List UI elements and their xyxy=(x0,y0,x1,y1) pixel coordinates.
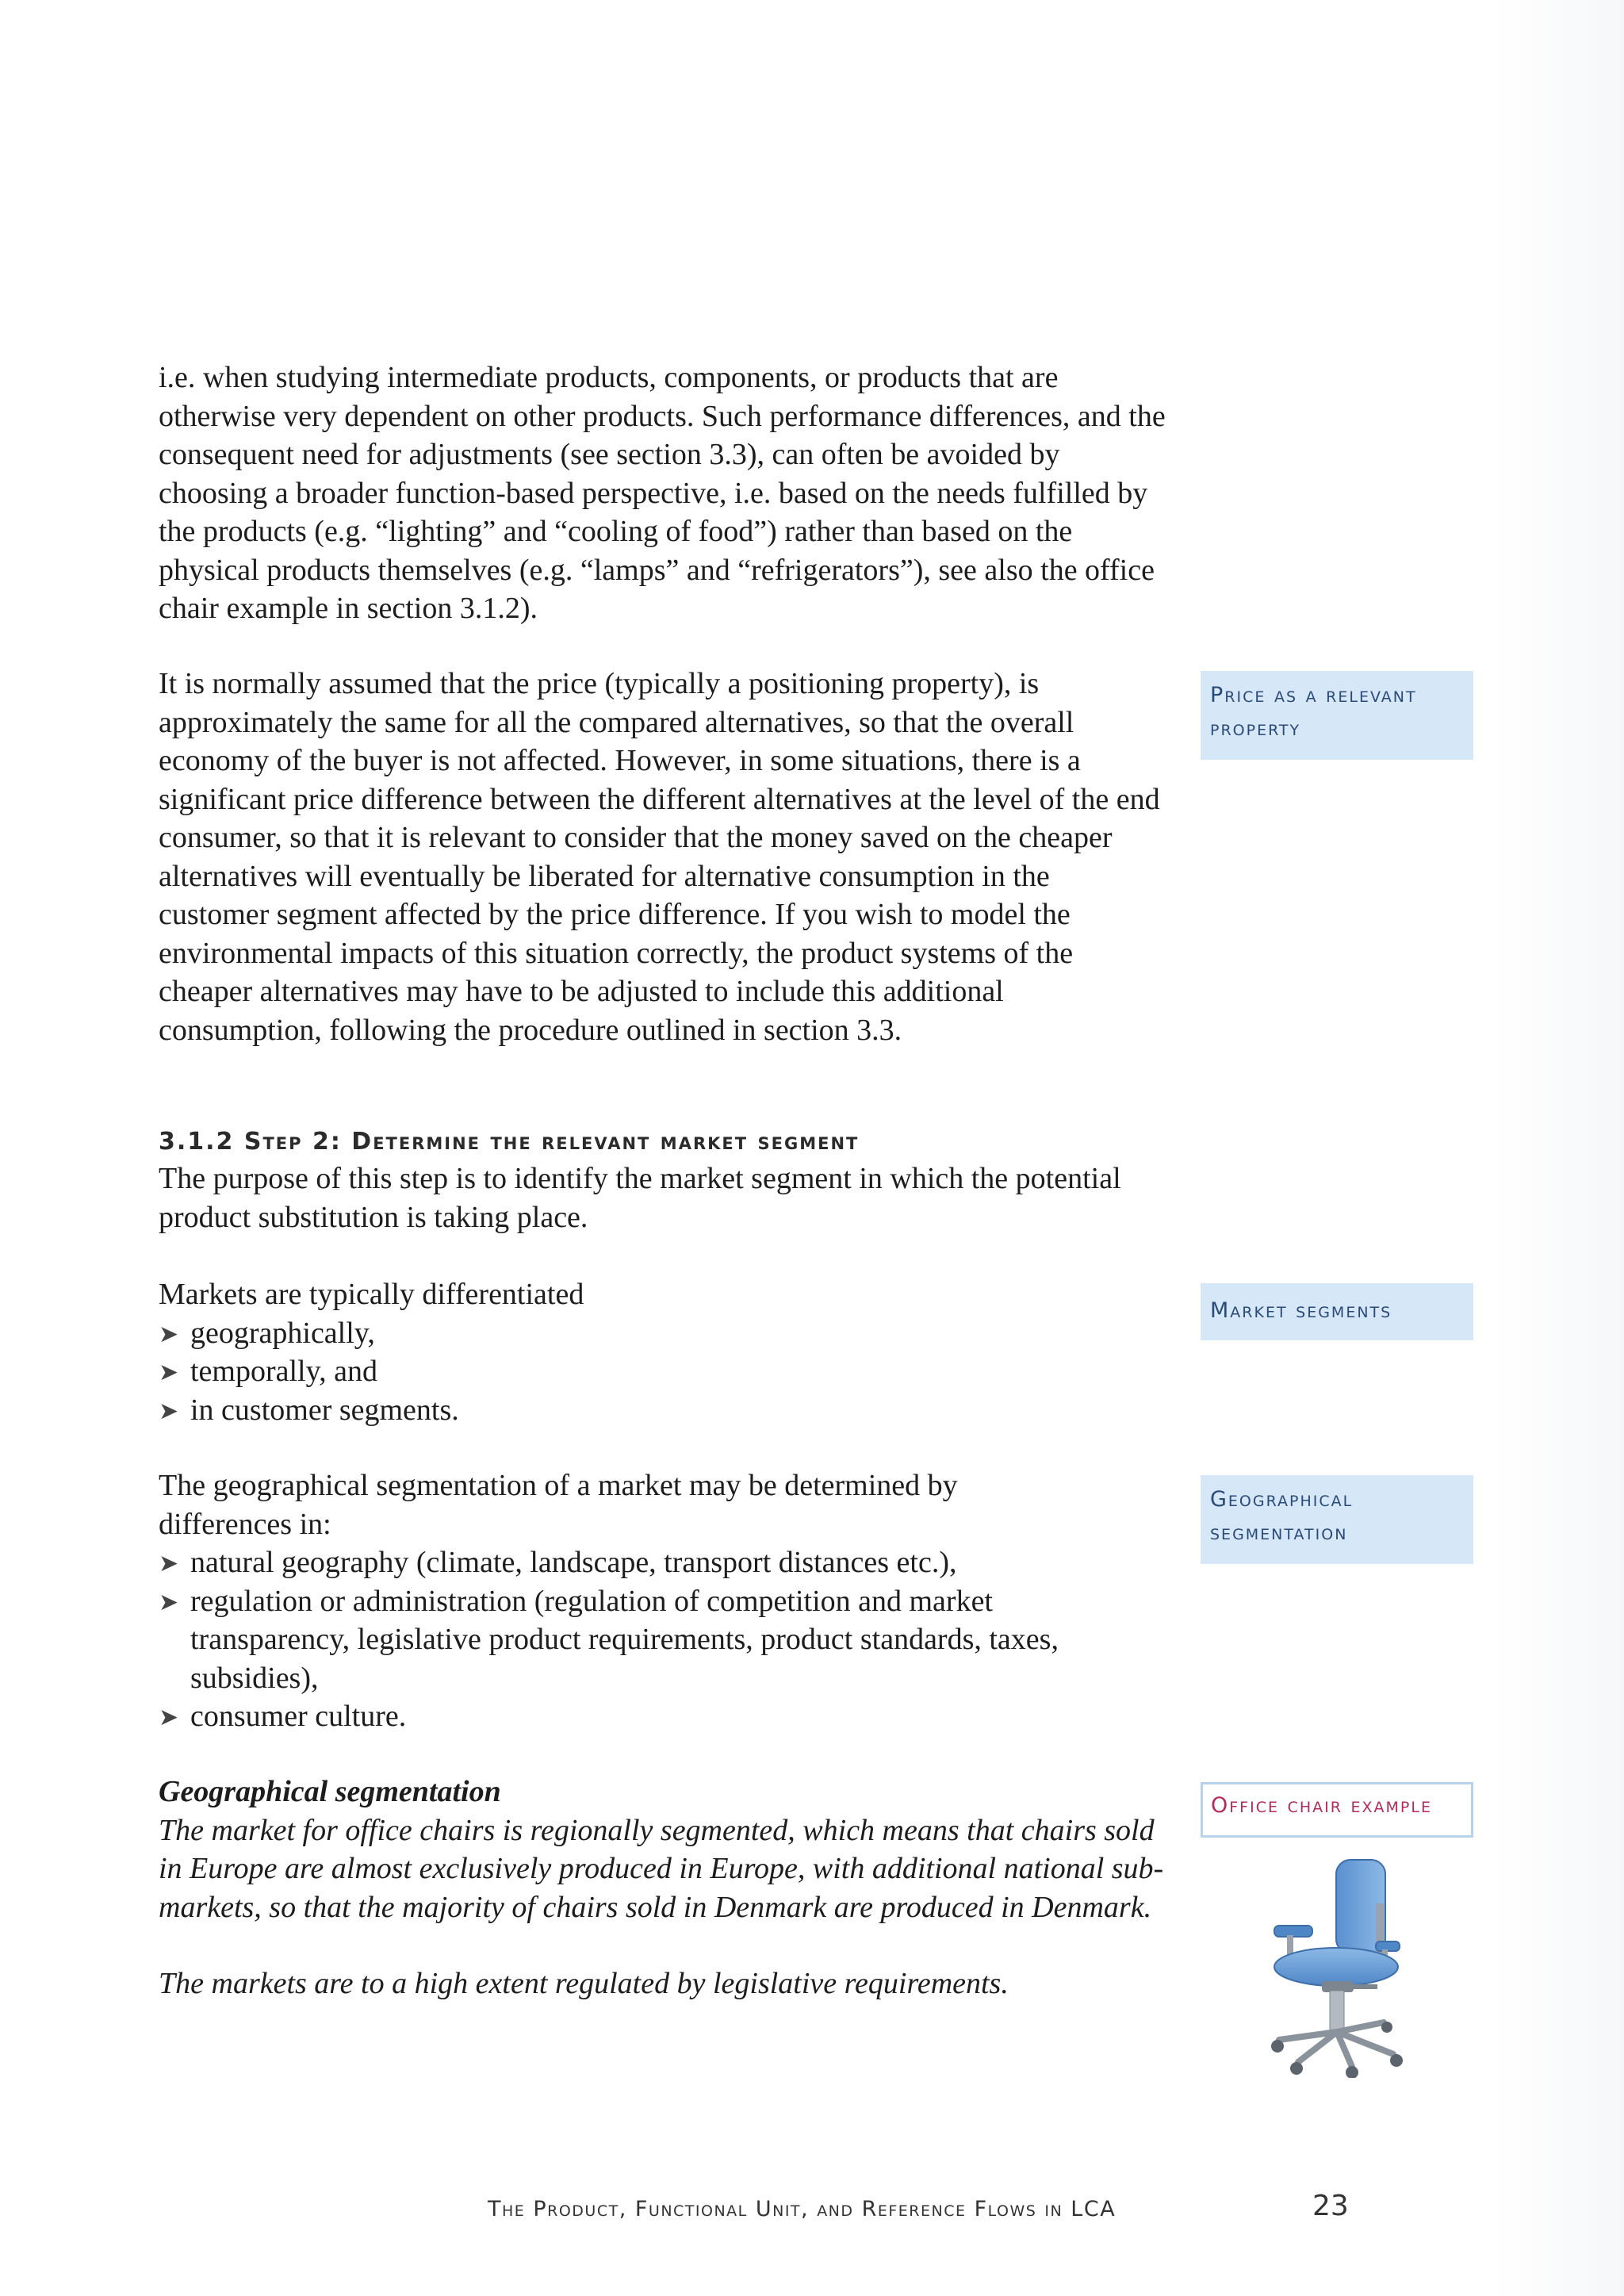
paragraph-intermediate-products: i.e. when studying intermediate products, components, or products that are otherwise very dependent on other products. Such performance differences, and the consequent need for adjustments (see section 3.3), can often be avoided by choosing a broader function-based perspective, i.e. based on the needs fulfilled by the products (e.g. “lighting” and “cooling of food”) rather than based on the physical products themselves (e.g. “lamps” and “refrigerators”), see also the office chair example in section 3.1.2). xyxy=(159,361,1166,625)
arrowhead-bullet-icon: ➤ xyxy=(159,1550,179,1577)
list-item: ➤ consumer culture. xyxy=(159,1697,1063,1736)
margin-note-market-segments: Market segments xyxy=(1201,1283,1473,1340)
margin-note-geographical-segmentation: Geographical segmentation xyxy=(1201,1475,1473,1564)
office-chair-illustration xyxy=(1257,1856,1415,2078)
page-number: 23 xyxy=(1312,2190,1349,2222)
market-differentiation-block xyxy=(159,1275,1166,1429)
list-item: ➤ geographically, xyxy=(159,1314,1166,1353)
list-item: ➤ in customer segments. xyxy=(159,1391,1166,1430)
example-paragraph-regulation: The markets are to a high extent regulated by legislative requirements. xyxy=(159,1967,1009,2000)
paragraph-markets-intro: Markets are typically differentiated xyxy=(159,1278,584,1311)
arrowhead-bullet-icon: ➤ xyxy=(159,1397,179,1424)
geographical-segmentation-block xyxy=(159,1466,1166,1736)
arrowhead-bullet-icon: ➤ xyxy=(159,1589,179,1616)
geographical-factors-list xyxy=(159,1543,1063,1736)
section-heading-3-1-2: 3.1.2 Step 2: Determine the relevant market segment xyxy=(159,1128,860,1156)
paragraph-price-difference: It is normally assumed that the price (typically a positioning property), is approximately the same for all the compared alternatives, so that the overall economy of the buyer is not affected. However, in some situations, there is a significant price difference between the different alternatives at the level of the end consumer, so that it is relevant to consider that the money saved on the cheaper alternatives will eventually be liberated for alternative consumption in the customer segment affected by the price difference. If you wish to model the environmental impacts of this situation correctly, the product systems of the cheaper alternatives may have to be adjusted to include this additional consumption, following the procedure outlined in section 3.3. xyxy=(159,667,1160,1047)
arrowhead-bullet-icon: ➤ xyxy=(159,1704,179,1731)
running-footer-title: The Product, Functional Unit, and Reference Flows in LCA xyxy=(488,2197,1116,2221)
example-paragraph-regional: The market for office chairs is regionally segmented, which means that chairs sold in Europe are almost exclusively produced in Europe, with additional national sub-markets, so that the majority of chairs sold in Denmark are produced in Denmark. xyxy=(159,1813,1164,1924)
example-heading: Geographical segmentation xyxy=(159,1775,501,1808)
paragraph-geo-intro: The geographical segmentation of a market may be determined by differences in: xyxy=(159,1469,958,1541)
office-chair-example-block xyxy=(159,1773,1182,2003)
market-differentiation-list xyxy=(159,1314,1166,1430)
list-item: ➤ natural geography (climate, landscape, transport distances etc.), xyxy=(159,1543,1063,1582)
margin-note-office-chair-example: Office chair example xyxy=(1201,1782,1473,1838)
list-item: ➤ temporally, and xyxy=(159,1352,1166,1391)
list-item: ➤ regulation or administration (regulation of competition and market transparency, legislative product requirements, product standards, taxes, subsidies), xyxy=(159,1584,1059,1695)
arrowhead-bullet-icon: ➤ xyxy=(159,1320,179,1347)
paragraph-step-purpose: The purpose of this step is to identify the market segment in which the potential product substitution is taking place. xyxy=(159,1162,1121,1234)
margin-note-price: Price as a relevant property xyxy=(1201,671,1473,760)
arrowhead-bullet-icon: ➤ xyxy=(159,1359,179,1386)
